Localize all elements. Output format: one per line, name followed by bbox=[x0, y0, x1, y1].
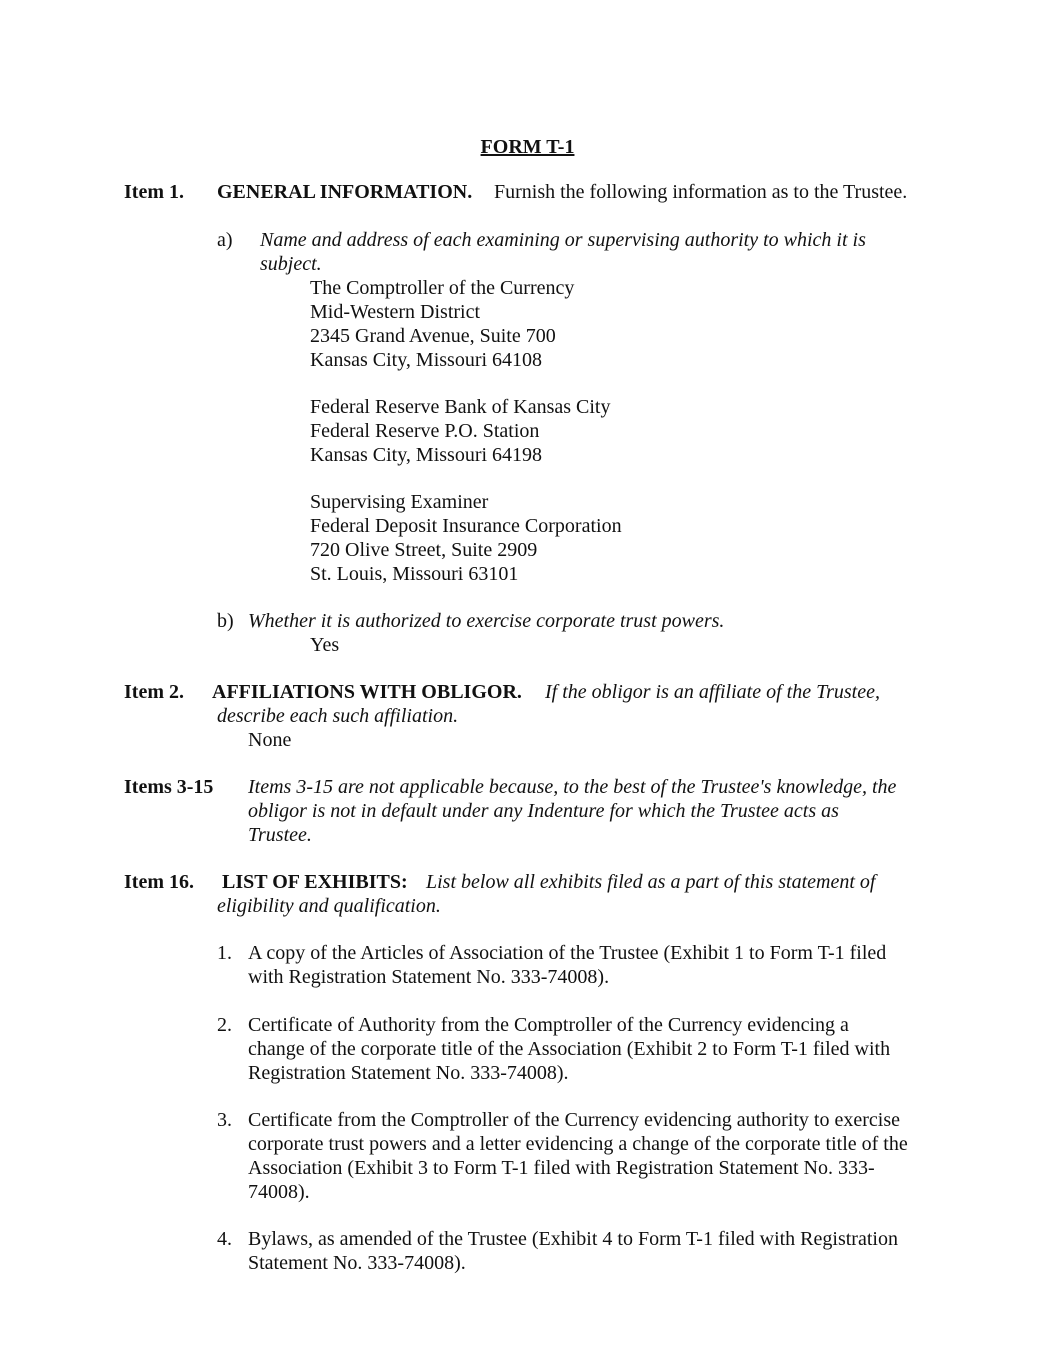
item2-text-line1: If the obligor is an affiliate of the Trustee, bbox=[545, 681, 880, 703]
items3-15-line: Items 3-15 are not applicable because, to the best of the Trustee's knowledge, the bbox=[248, 776, 897, 798]
fdic-address-line: 720 Olive Street, Suite 2909 bbox=[310, 539, 538, 561]
form-title: FORM T-1 bbox=[480, 136, 575, 158]
item1-label: Item 1. bbox=[124, 181, 184, 203]
exhibit-line: 74008). bbox=[248, 1181, 310, 1203]
item16-label: Item 16. bbox=[124, 871, 194, 893]
comptroller-address-line: Mid-Western District bbox=[310, 301, 481, 323]
item16-text-line1: List below all exhibits filed as a part of this statement of bbox=[426, 871, 876, 893]
item1a-question-line2: subject. bbox=[260, 253, 322, 275]
item1-heading: GENERAL INFORMATION. bbox=[217, 181, 473, 203]
comptroller-address-line: Kansas City, Missouri 64108 bbox=[310, 349, 543, 371]
exhibit-line: Registration Statement No. 333-74008). bbox=[248, 1062, 569, 1084]
fdic-address-line: Federal Deposit Insurance Corporation bbox=[310, 515, 622, 537]
fdic-address-line: Supervising Examiner bbox=[310, 491, 489, 513]
exhibit-line: Certificate of Authority from the Comptroller of the Currency evidencing a bbox=[248, 1014, 849, 1036]
exhibit-line: Association (Exhibit 3 to Form T-1 filed with Registration Statement No. 333- bbox=[248, 1157, 875, 1179]
fed-address-line: Kansas City, Missouri 64198 bbox=[310, 444, 543, 466]
item1b-question: Whether it is authorized to exercise corporate trust powers. bbox=[248, 610, 725, 632]
fed-address-line: Federal Reserve Bank of Kansas City bbox=[310, 396, 611, 418]
items3-15-line: Trustee. bbox=[248, 824, 312, 846]
fed-address-line: Federal Reserve P.O. Station bbox=[310, 420, 540, 442]
item2-answer: None bbox=[248, 729, 292, 751]
fdic-address-line: St. Louis, Missouri 63101 bbox=[310, 563, 519, 585]
exhibit-number: 4. bbox=[217, 1228, 232, 1250]
item16-heading: LIST OF EXHIBITS: bbox=[222, 871, 408, 893]
item1b-marker: b) bbox=[217, 610, 234, 632]
exhibit-line: Statement No. 333-74008). bbox=[248, 1252, 466, 1274]
item1b-answer: Yes bbox=[310, 634, 340, 656]
items3-15-line: obligor is not in default under any Indenture for which the Trustee acts as bbox=[248, 800, 839, 822]
exhibit-number: 3. bbox=[217, 1109, 232, 1131]
exhibit-line: A copy of the Articles of Association of the Trustee (Exhibit 1 to Form T-1 filed bbox=[248, 942, 887, 964]
exhibit-line: with Registration Statement No. 333-74008). bbox=[248, 966, 610, 988]
item1a-question-line1: Name and address of each examining or supervising authority to which it is bbox=[260, 229, 866, 251]
exhibit-number: 2. bbox=[217, 1014, 232, 1036]
items3-15-label: Items 3-15 bbox=[124, 776, 214, 798]
comptroller-address-line: The Comptroller of the Currency bbox=[310, 277, 575, 299]
exhibit-line: corporate trust powers and a letter evidencing a change of the corporate title of the bbox=[248, 1133, 908, 1155]
item16-text-line2: eligibility and qualification. bbox=[217, 895, 441, 917]
comptroller-address-line: 2345 Grand Avenue, Suite 700 bbox=[310, 325, 556, 347]
item2-label: Item 2. bbox=[124, 681, 184, 703]
item1-text: Furnish the following information as to the Trustee. bbox=[494, 181, 908, 203]
exhibit-line: Certificate from the Comptroller of the Currency evidencing authority to exercise bbox=[248, 1109, 900, 1131]
exhibit-line: change of the corporate title of the Association (Exhibit 2 to Form T-1 filed with bbox=[248, 1038, 891, 1060]
item2-text-line2: describe each such affiliation. bbox=[217, 705, 459, 727]
item1a-marker: a) bbox=[217, 229, 233, 251]
exhibit-number: 1. bbox=[217, 942, 232, 964]
item2-heading: AFFILIATIONS WITH OBLIGOR. bbox=[212, 681, 522, 703]
exhibit-line: Bylaws, as amended of the Trustee (Exhibit 4 to Form T-1 filed with Registration bbox=[248, 1228, 898, 1250]
